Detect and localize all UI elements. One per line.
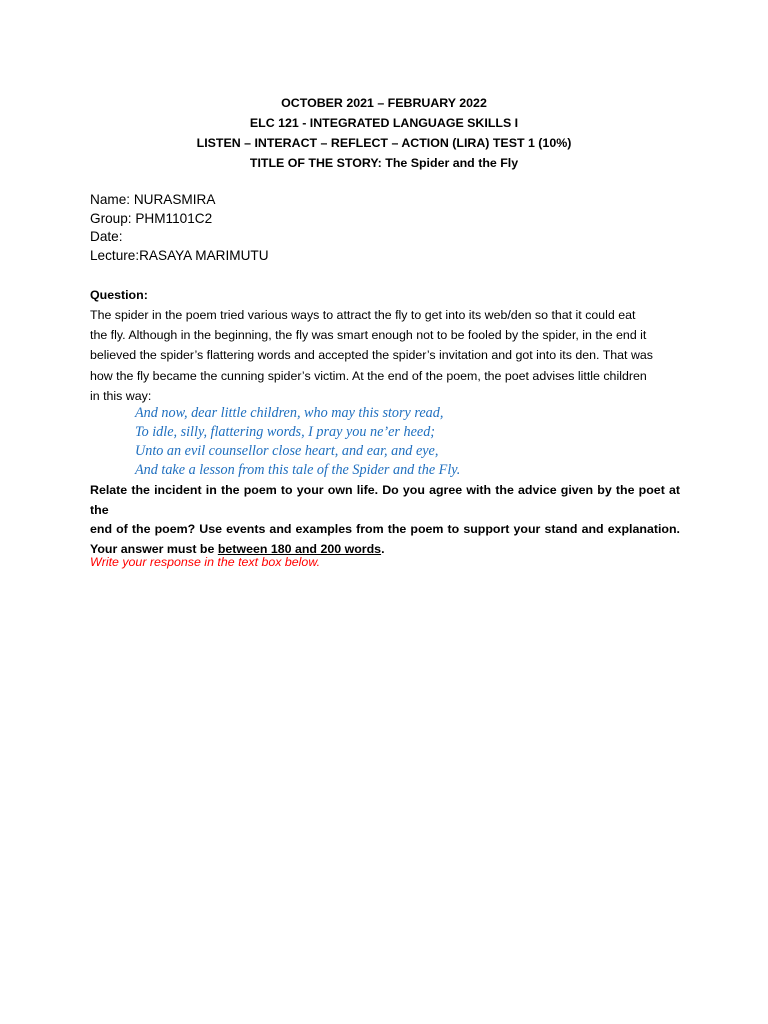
word-limit-suffix: . xyxy=(381,541,385,556)
header-course: ELC 121 - INTEGRATED LANGUAGE SKILLS I xyxy=(249,116,519,130)
poem-line: Unto an evil counsellor close heart, and ear, and eye, xyxy=(135,443,439,459)
task-instructions xyxy=(90,481,680,559)
poem-excerpt xyxy=(135,404,460,480)
student-name: Name: NURASMIRA xyxy=(90,192,216,207)
response-instruction: Write your response in the text box below. xyxy=(90,555,321,569)
task-line: end of the poem? Use events and examples from the poem to support your stand and explanation. xyxy=(90,522,680,537)
student-group: Group: PHM1101C2 xyxy=(90,210,213,226)
student-lecture: Lecture:RASAYA MARIMUTU xyxy=(90,248,269,264)
paragraph-line: The spider in the poem tried various ways to attract the fly to get into its web/den so that it could eat xyxy=(90,308,636,322)
paragraph-line: the fly. Although in the beginning, the fly was smart enough not to be fooled by the spider, in the end it xyxy=(90,328,647,343)
paragraph-line: in this way: xyxy=(90,388,152,403)
header-period: OCTOBER 2021 – FEBRUARY 2022 xyxy=(281,96,487,110)
question-label: Question: xyxy=(90,288,148,302)
header-story-title: TITLE OF THE STORY: The Spider and the Fly xyxy=(249,156,519,170)
student-date: Date: xyxy=(90,229,123,245)
question-paragraph xyxy=(90,305,680,406)
document-header xyxy=(0,93,768,173)
header-test: LISTEN – INTERACT – REFLECT – ACTION (LIRA) TEST 1 (10%) xyxy=(196,136,572,150)
paragraph-line: how the fly became the cunning spider’s victim. At the end of the poem, the poet advises little children xyxy=(90,368,647,383)
poem-line: And now, dear little children, who may this story read, xyxy=(135,405,444,421)
poem-line: To idle, silly, flattering words, I pray you ne’er heed; xyxy=(135,424,436,440)
poem-line: And take a lesson from this tale of the Spider and the Fly. xyxy=(135,462,461,478)
word-limit-prefix: Your answer must be xyxy=(90,541,218,556)
word-limit-range: between 180 and 200 words xyxy=(217,541,382,556)
paragraph-line: believed the spider’s flattering words and accepted the spider’s invitation and got into its den. That was xyxy=(90,348,653,363)
task-line: Relate the incident in the poem to your own life. Do you agree with the advice given by the poet at the xyxy=(90,483,680,517)
student-info xyxy=(90,191,269,266)
